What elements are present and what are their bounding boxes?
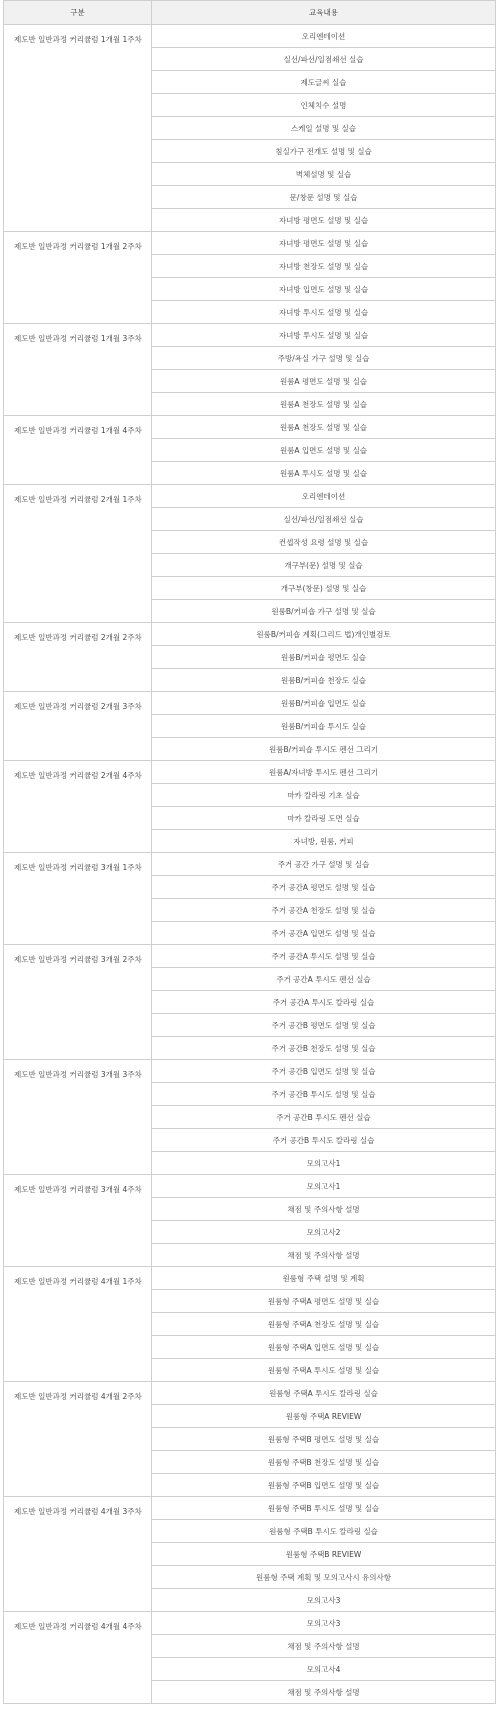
lesson-item: 스케일 설명 및 실습 [152, 117, 496, 140]
lesson-item: 주거 공간A 투시도 칼라링 실습 [152, 991, 496, 1014]
lesson-item: 주거 공간A 입면도 설명 및 실습 [152, 922, 496, 945]
lesson-item: 원룸형 주택B 천장도 설명 및 실습 [152, 1451, 496, 1474]
lesson-item: 주방/욕실 가구 설명 및 실습 [152, 347, 496, 370]
lesson-item: 원룸A 평면도 설명 및 실습 [152, 370, 496, 393]
lesson-item: 원룸B/커피숍 천장도 실습 [152, 669, 496, 692]
lesson-item: 원룸A 천장도 설명 및 실습 [152, 393, 496, 416]
table-row [4, 1267, 496, 1290]
lesson-item: 주거 공간B 투시도 설명 및 실습 [152, 1083, 496, 1106]
table-row [4, 324, 496, 347]
lesson-item: 주거 공간B 투시도 칼라링 실습 [152, 1129, 496, 1152]
lesson-item: 컨셉작성 요령 설명 및 실습 [152, 531, 496, 554]
week-label: 제도반 일반과정 커리큘럼 4개월 3주차 [4, 1497, 152, 1612]
lesson-item: 모의고사2 [152, 1221, 496, 1244]
table-row [4, 1060, 496, 1083]
lesson-item: 채점 및 주의사항 설명 [152, 1244, 496, 1267]
table-row [4, 25, 496, 48]
week-label: 제도반 일반과정 커리큘럼 2개월 2주차 [4, 623, 152, 692]
table-header [4, 1, 496, 25]
week-label: 제도반 일반과정 커리큘럼 1개월 2주차 [4, 232, 152, 324]
week-label: 제도반 일반과정 커리큘럼 1개월 3주차 [4, 324, 152, 416]
table-row [4, 623, 496, 646]
lesson-item: 원룸B/커피숍 가구 설명 및 실습 [152, 600, 496, 623]
lesson-item: 주거 공간B 천장도 설명 및 실습 [152, 1037, 496, 1060]
lesson-item: 주거 공간A 투시도 펜선 실습 [152, 968, 496, 991]
lesson-item: 자녀방 투시도 설명 및 실습 [152, 324, 496, 347]
week-label: 제도반 일반과정 커리큘럼 2개월 4주차 [4, 761, 152, 853]
table-row [4, 232, 496, 255]
lesson-item: 원룸형 주택B 투시도 설명 및 실습 [152, 1497, 496, 1520]
table-row [4, 692, 496, 715]
week-label: 제도반 일반과정 커리큘럼 3개월 4주차 [4, 1175, 152, 1267]
lesson-item: 제도글씨 실습 [152, 71, 496, 94]
lesson-item: 자녀방 입면도 설명 및 실습 [152, 278, 496, 301]
lesson-item: 원룸A 투시도 설명 및 실습 [152, 462, 496, 485]
week-label: 제도반 일반과정 커리큘럼 1개월 4주차 [4, 416, 152, 485]
lesson-item: 원룸형 주택B REVIEW [152, 1543, 496, 1566]
week-label: 제도반 일반과정 커리큘럼 3개월 2주차 [4, 945, 152, 1060]
week-label: 제도반 일반과정 커리큘럼 2개월 3주차 [4, 692, 152, 761]
lesson-item: 원룸형 주택 설명 및 계획 [152, 1267, 496, 1290]
lesson-item: 주거 공간B 입면도 설명 및 실습 [152, 1060, 496, 1083]
lesson-item: 채점 및 주의사항 설명 [152, 1681, 496, 1704]
lesson-item: 원룸B/커피숍 계획(그리드 법)개인별검토 [152, 623, 496, 646]
lesson-item: 원룸형 주택A REVIEW [152, 1405, 496, 1428]
lesson-item: 모의고사3 [152, 1589, 496, 1612]
lesson-item: 주거 공간B 평면도 설명 및 실습 [152, 1014, 496, 1037]
table-row [4, 945, 496, 968]
week-label: 제도반 일반과정 커리큘럼 1개월 1주차 [4, 25, 152, 232]
lesson-item: 문/창문 설명 및 실습 [152, 186, 496, 209]
lesson-item: 마카 칼라링 기초 실습 [152, 784, 496, 807]
week-label: 제도반 일반과정 커리큘럼 3개월 3주차 [4, 1060, 152, 1175]
lesson-item: 원룸B/커피숍 투시도 펜선 그리기 [152, 738, 496, 761]
lesson-item: 원룸형 주택B 평면도 설명 및 실습 [152, 1428, 496, 1451]
lesson-item: 개구부(창문) 설명 및 실습 [152, 577, 496, 600]
lesson-item: 주거 공간 가구 설명 및 실습 [152, 853, 496, 876]
lesson-item: 채점 및 주의사항 설명 [152, 1635, 496, 1658]
lesson-item: 원룸형 주택B 입면도 설명 및 실습 [152, 1474, 496, 1497]
lesson-item: 원룸형 주택A 투시도 설명 및 실습 [152, 1359, 496, 1382]
lesson-item: 오리엔테이션 [152, 25, 496, 48]
week-label: 제도반 일반과정 커리큘럼 4개월 4주차 [4, 1612, 152, 1704]
table-row [4, 1175, 496, 1198]
table-row [4, 416, 496, 439]
lesson-item: 원룸B/커피숍 평면도 실습 [152, 646, 496, 669]
lesson-item: 원룸A 천장도 설명 및 실습 [152, 416, 496, 439]
lesson-item: 주거 공간A 평면도 설명 및 실습 [152, 876, 496, 899]
lesson-item: 모의고사4 [152, 1658, 496, 1681]
table-row [4, 761, 496, 784]
table-row [4, 1497, 496, 1520]
lesson-item: 채점 및 주의사항 설명 [152, 1198, 496, 1221]
table-row [4, 485, 496, 508]
lesson-item: 실선/파선/일점쇄선 실습 [152, 48, 496, 71]
week-label: 제도반 일반과정 커리큘럼 4개월 1주차 [4, 1267, 152, 1382]
table-body [4, 25, 496, 1704]
lesson-item: 자녀방 평면도 설명 및 실습 [152, 232, 496, 255]
lesson-item: 마카 칼라링 도면 실습 [152, 807, 496, 830]
lesson-item: 자녀방 천장도 설명 및 실습 [152, 255, 496, 278]
lesson-item: 원룸형 주택 계획 및 모의고사시 유의사항 [152, 1566, 496, 1589]
lesson-item: 자녀방, 원룸, 커피 [152, 830, 496, 853]
table-row [4, 1612, 496, 1635]
lesson-item: 자녀방 평면도 설명 및 실습 [152, 209, 496, 232]
lesson-item: 원룸형 주택A 입면도 설명 및 실습 [152, 1336, 496, 1359]
lesson-item: 자녀방 투시도 설명 및 실습 [152, 301, 496, 324]
lesson-item: 모의고사3 [152, 1612, 496, 1635]
lesson-item: 벽체설명 및 실습 [152, 163, 496, 186]
lesson-item: 원룸형 주택A 천장도 설명 및 실습 [152, 1313, 496, 1336]
lesson-item: 모의고사1 [152, 1152, 496, 1175]
lesson-item: 원룸형 주택A 투시도 칼라링 실습 [152, 1382, 496, 1405]
lesson-item: 원룸형 주택A 평면도 설명 및 실습 [152, 1290, 496, 1313]
lesson-item: 원룸형 주택B 투시도 칼라링 실습 [152, 1520, 496, 1543]
curriculum-table [3, 0, 496, 1704]
lesson-item: 원룸A 입면도 설명 및 실습 [152, 439, 496, 462]
week-label: 제도반 일반과정 커리큘럼 3개월 1주차 [4, 853, 152, 945]
header-row [4, 1, 496, 25]
table-row [4, 853, 496, 876]
lesson-item: 주거 공간A 투시도 설명 및 실습 [152, 945, 496, 968]
lesson-item: 실선/파선/일점쇄선 실습 [152, 508, 496, 531]
lesson-item: 주거 공간A 천장도 설명 및 실습 [152, 899, 496, 922]
header-category: 구분 [4, 1, 152, 25]
lesson-item: 원룸A/자녀방 투시도 펜선 그리기 [152, 761, 496, 784]
lesson-item: 오리엔테이션 [152, 485, 496, 508]
lesson-item: 모의고사1 [152, 1175, 496, 1198]
lesson-item: 개구부(문) 설명 및 실습 [152, 554, 496, 577]
lesson-item: 원룸B/커피숍 입면도 실습 [152, 692, 496, 715]
lesson-item: 원룸B/커피숍 투시도 실습 [152, 715, 496, 738]
week-label: 제도반 일반과정 커리큘럼 4개월 2주차 [4, 1382, 152, 1497]
lesson-item: 인체치수 설명 [152, 94, 496, 117]
lesson-item: 주거 공간B 투시도 펜선 실습 [152, 1106, 496, 1129]
week-label: 제도반 일반과정 커리큘럼 2개월 1주차 [4, 485, 152, 623]
lesson-item: 침실가구 전개도 설명 및 실습 [152, 140, 496, 163]
table-row [4, 1382, 496, 1405]
header-content: 교육내용 [152, 1, 496, 25]
